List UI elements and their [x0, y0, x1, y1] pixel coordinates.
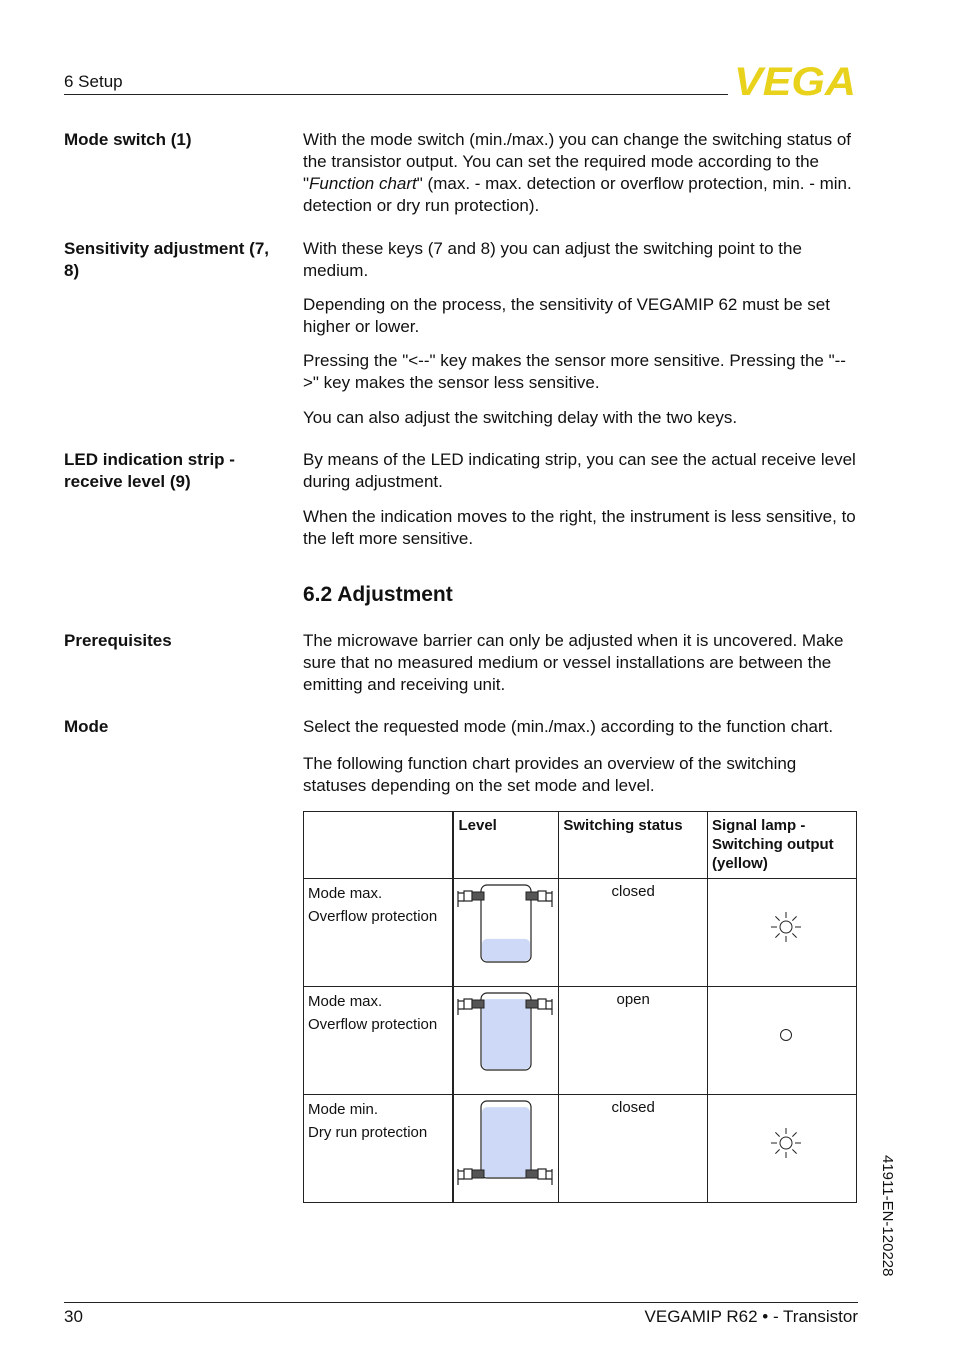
- lamp-ray: [792, 916, 796, 920]
- mode-switch-text-a: With the mode switch (min./max.) you can change the switching status of the transistor output. You can set the required mode according to the ": [303, 130, 852, 193]
- section-heading: 6.2 Adjustment: [303, 583, 453, 606]
- led-p2: When the indication moves to the right, the instrument is less sensitive, to the left more sensitive.: [303, 507, 856, 548]
- row-mode: Mode max.: [308, 885, 383, 902]
- table-row: [304, 879, 857, 987]
- switching-status: open: [559, 987, 708, 1095]
- lamp-cell: [708, 987, 857, 1095]
- receiver-sensor-icon: [526, 891, 552, 907]
- label-sensitivity: Sensitivity adjustment (7, 8): [64, 239, 269, 280]
- mode-p2: The following function chart provides an overview of the switching statuses depending on the set mode and level.: [303, 754, 797, 795]
- header-switching-status: Switching status: [559, 812, 708, 879]
- switching-status: closed: [559, 879, 708, 987]
- lamp-ray: [775, 1149, 779, 1153]
- mode-p1: Select the requested mode (min./max.) according to the function chart.: [303, 717, 834, 736]
- sensitivity-p3: Pressing the "<--" key makes the sensor more sensitive. Pressing the "-->" key makes the sensor less sensitive.: [303, 351, 846, 392]
- level-cell: [453, 987, 558, 1095]
- function-chart-table: [303, 811, 857, 1203]
- table-header-row: [304, 812, 857, 879]
- lamp-ray: [792, 933, 796, 937]
- liquid-fill: [482, 1107, 530, 1177]
- row-mode-cell: [304, 987, 454, 1095]
- signal-lamp-icon: [712, 991, 852, 1086]
- table-row: [304, 987, 857, 1095]
- level-cell: [453, 1095, 558, 1203]
- header-level: Level: [453, 812, 558, 879]
- lamp-ray: [775, 916, 779, 920]
- sensitivity-p2: Depending on the process, the sensitivity of VEGAMIP 62 must be set higher or lower.: [303, 295, 830, 336]
- prerequisites-text: The microwave barrier can only be adjusted when it is uncovered. Make sure that no measured medium or vessel installations are between the emitting and receiving unit.: [303, 631, 844, 694]
- liquid-fill: [482, 939, 530, 961]
- header-signal-lamp: Signal lamp - Switching output (yellow): [708, 812, 857, 879]
- lamp-circle: [781, 1030, 792, 1041]
- lamp-ray: [792, 1132, 796, 1136]
- lamp-circle: [780, 921, 792, 933]
- vessel-level-icon: [454, 879, 554, 982]
- logo-text: VEGA: [734, 62, 856, 100]
- emitter-sensor-icon: [458, 1169, 484, 1185]
- row-mode-cell: [304, 879, 454, 987]
- vega-logo: [734, 62, 858, 100]
- lamp-ray: [775, 933, 779, 937]
- mode-switch-text-b: " (max. - max. detection or overflow protection, min. - min. detection or dry run protection).: [303, 174, 852, 215]
- header-section: 6 Setup: [64, 72, 123, 91]
- mode-switch-text: [303, 129, 859, 217]
- lamp-ray: [792, 1149, 796, 1153]
- liquid-fill: [482, 999, 530, 1069]
- row-protection: Overflow protection: [308, 1015, 438, 1033]
- footer-product: VEGAMIP R62 • - Transistor: [644, 1307, 858, 1326]
- lamp-circle: [780, 1137, 792, 1149]
- switching-status: closed: [559, 1095, 708, 1203]
- footer-rule: [64, 1302, 858, 1303]
- header-rule: [64, 94, 728, 95]
- page-number: 30: [64, 1307, 83, 1326]
- label-mode-switch: Mode switch (1): [64, 130, 192, 149]
- function-chart-term: Function chart: [309, 174, 417, 193]
- vessel-level-icon: [454, 987, 554, 1090]
- receiver-sensor-icon: [526, 1169, 552, 1185]
- sensitivity-p4: You can also adjust the switching delay with the two keys.: [303, 408, 738, 427]
- row-mode-cell: [304, 1095, 454, 1203]
- led-p1: By means of the LED indicating strip, you can see the actual receive level during adjustment.: [303, 450, 856, 491]
- document-code: 41911-EN-120228: [879, 1155, 896, 1277]
- header-empty: [304, 812, 454, 879]
- lamp-cell: [708, 879, 857, 987]
- signal-lamp-icon: [712, 1099, 852, 1194]
- emitter-sensor-icon: [458, 891, 484, 907]
- lamp-cell: [708, 1095, 857, 1203]
- sensitivity-p1: With these keys (7 and 8) you can adjust the switching point to the medium.: [303, 239, 802, 280]
- label-mode: Mode: [64, 717, 109, 736]
- label-led-strip: LED indication strip - receive level (9): [64, 450, 235, 491]
- row-mode: Mode min.: [308, 1101, 379, 1118]
- row-mode: Mode max.: [308, 993, 383, 1010]
- vessel-level-icon: [454, 1095, 554, 1198]
- row-protection: Overflow protection: [308, 907, 438, 925]
- signal-lamp-icon: [712, 883, 852, 978]
- emitter-sensor-icon: [458, 999, 484, 1015]
- table-row: [304, 1095, 857, 1203]
- row-protection: Dry run protection: [308, 1123, 428, 1141]
- label-prerequisites: Prerequisites: [64, 631, 172, 650]
- lamp-ray: [775, 1132, 779, 1136]
- level-cell: [453, 879, 558, 987]
